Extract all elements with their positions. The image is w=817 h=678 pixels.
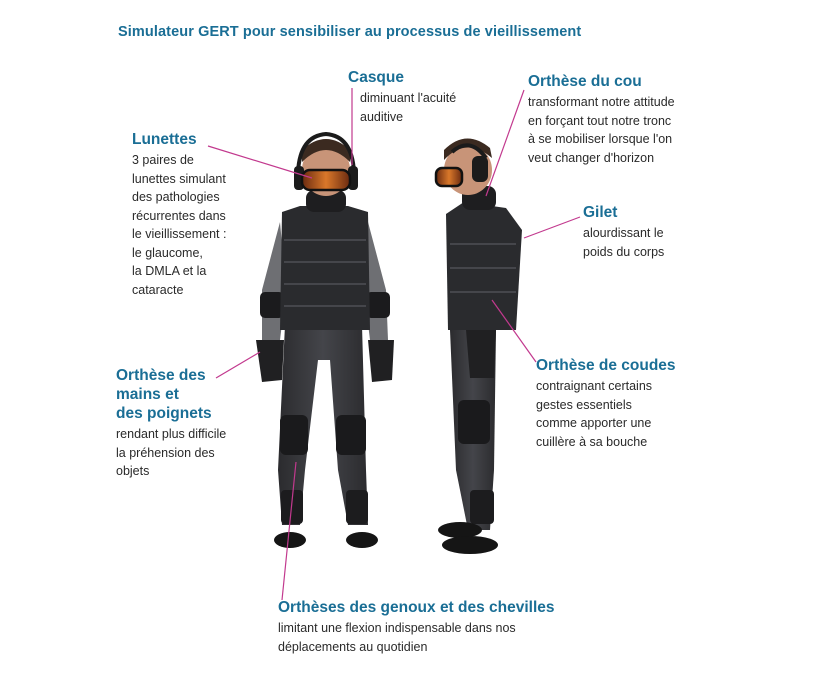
lunettes-heading: Lunettes xyxy=(132,131,197,148)
orthese-cou-line-2: en forçant tout notre tronc xyxy=(528,113,672,128)
label-orthese-mains xyxy=(116,366,226,481)
label-gilet xyxy=(583,203,664,261)
label-orthese-cou xyxy=(528,72,675,167)
orthese-coudes-heading: Orthèse de coudes xyxy=(536,357,676,374)
ortheses-genoux-line-2: déplacements au quotidien xyxy=(278,639,428,654)
casque-line-2: auditive xyxy=(360,109,404,124)
ortheses-genoux-line-1: limitant une flexion indispensable dans nos xyxy=(278,621,516,635)
gilet-heading: Gilet xyxy=(583,204,618,221)
lunettes-line-5: le vieillissement : xyxy=(132,227,227,241)
orthese-cou-heading: Orthèse du cou xyxy=(528,73,642,90)
orthese-coudes-line-3: comme apporter une xyxy=(536,416,652,430)
page-title: Simulateur GERT pour sensibiliser au processus de vieillissement xyxy=(118,24,582,40)
lunettes-line-8: cataracte xyxy=(132,282,184,297)
orthese-coudes-line-4: cuillère à sa bouche xyxy=(536,434,648,449)
orthese-mains-heading-1: Orthèse des xyxy=(116,367,206,384)
orthese-mains-line-2: la préhension des xyxy=(116,445,215,460)
gilet-line-1: alourdissant le xyxy=(583,226,664,240)
lunettes-line-4: récurrentes dans xyxy=(132,208,226,223)
gilet-line-2: poids du corps xyxy=(583,244,665,259)
orthese-cou-line-4: veut changer d'horizon xyxy=(528,150,655,165)
orthese-mains-heading-2: mains et xyxy=(116,386,179,403)
orthese-mains-heading-3: des poignets xyxy=(116,405,212,422)
casque-heading: Casque xyxy=(348,69,404,86)
orthese-mains-line-3: objets xyxy=(116,464,150,478)
lunettes-line-1: 3 paires de xyxy=(132,153,194,167)
side-figure xyxy=(436,138,522,554)
ortheses-genoux-heading: Orthèses des genoux et des chevilles xyxy=(278,599,555,616)
lunettes-line-2: lunettes simulant xyxy=(132,171,226,186)
casque-line-1: diminuant l'acuité xyxy=(360,91,457,105)
orthese-mains-line-1: rendant plus difficile xyxy=(116,427,227,441)
label-orthese-coudes xyxy=(536,356,676,451)
orthese-coudes-line-1: contraignant certains xyxy=(536,379,653,393)
lunettes-line-7: la DMLA et la xyxy=(132,264,207,278)
label-casque xyxy=(348,68,456,126)
label-lunettes xyxy=(132,130,226,299)
lunettes-line-3: des pathologies xyxy=(132,190,220,204)
orthese-cou-line-3: à se mobiliser lorsque l'on xyxy=(528,132,673,146)
orthese-cou-line-1: transformant notre attitude xyxy=(528,95,675,109)
label-ortheses-genoux xyxy=(278,598,555,656)
lunettes-line-6: le glaucome, xyxy=(132,245,203,260)
front-figure xyxy=(256,134,394,548)
orthese-coudes-line-2: gestes essentiels xyxy=(536,397,632,412)
